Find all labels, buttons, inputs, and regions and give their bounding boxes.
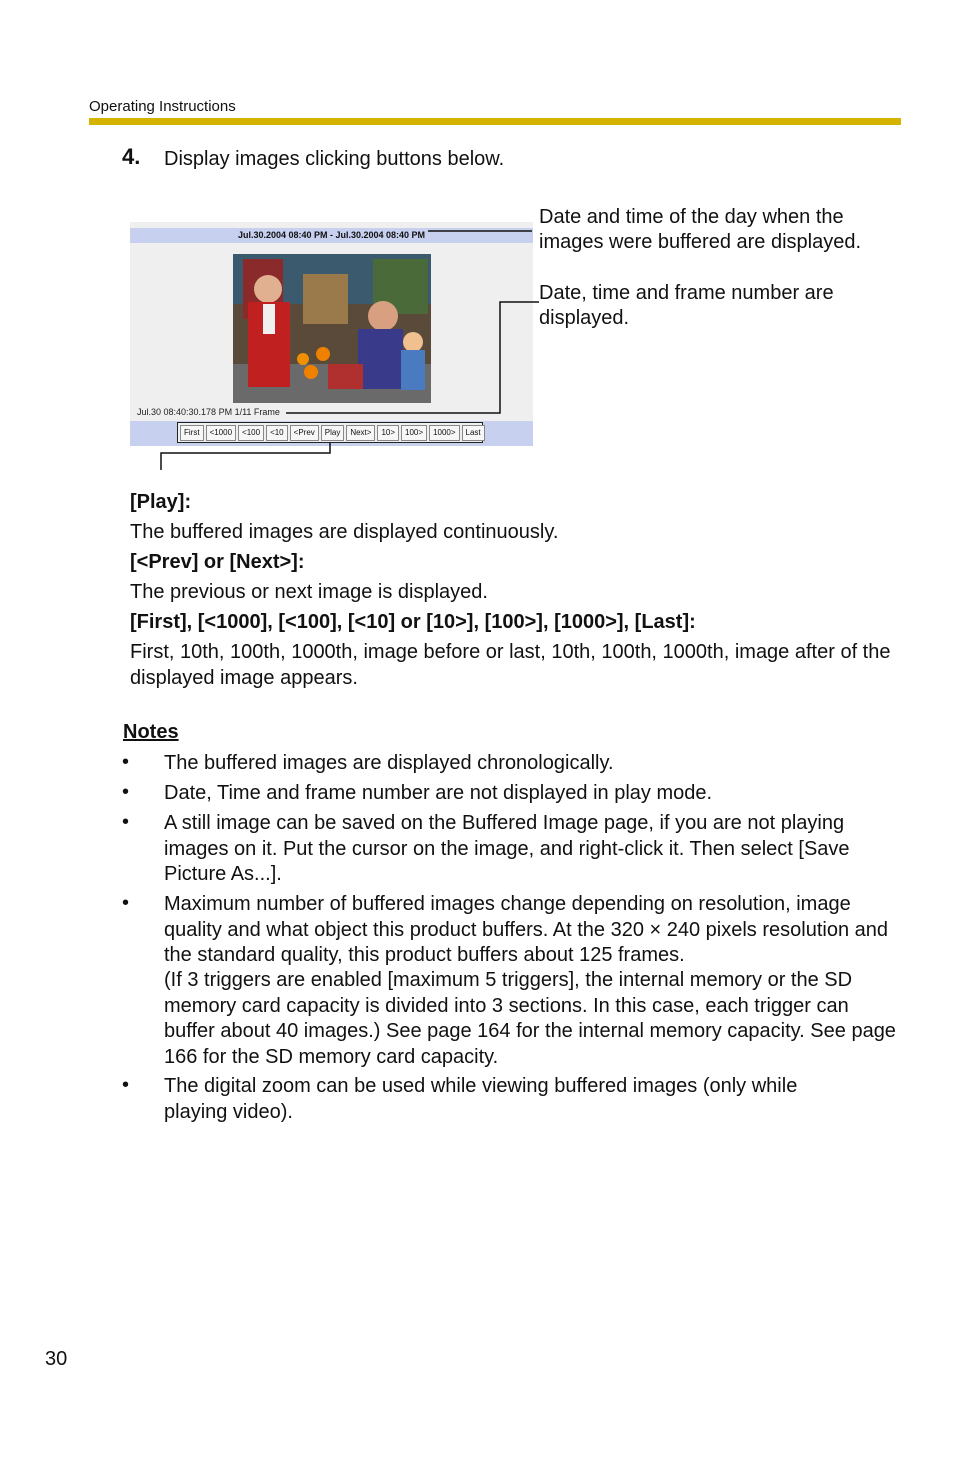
back-1000-button[interactable]: <1000 <box>206 425 236 441</box>
last-button[interactable]: Last <box>462 425 485 441</box>
first-button[interactable]: First <box>180 425 204 441</box>
play-description: The buffered images are displayed continuously. <box>130 521 559 543</box>
prev-next-label: [<Prev] or [Next>]: <box>130 551 305 573</box>
running-header: Operating Instructions <box>89 98 236 115</box>
note-item: The digital zoom can be used while viewing buffered images (only while playing video). <box>164 1075 798 1123</box>
play-button[interactable]: Play <box>321 425 345 441</box>
step-text: Display images clicking buttons below. <box>164 148 505 170</box>
date-time-callout: Date and time of the day when the images were buffered are displayed. <box>539 206 862 253</box>
bullet-marker: • <box>122 1074 130 1096</box>
next-button[interactable]: Next> <box>346 425 375 441</box>
forward-10-button[interactable]: 10> <box>377 425 399 441</box>
prev-next-description: The previous or next image is displayed. <box>130 581 488 603</box>
bullet-marker: • <box>122 781 130 803</box>
play-label: [Play]: <box>130 491 192 513</box>
skip-buttons-description: First, 10th, 100th, 1000th, image before or last, 10th, 100th, 1000th, image after of the displayed image appears. <box>130 641 891 689</box>
page-number: 30 <box>45 1348 68 1370</box>
skip-buttons-label: [First], [<1000], [<100], [<10] or [10>], [100>], [1000>], [Last]: <box>130 611 696 633</box>
note-item-continued: (If 3 triggers are enabled [maximum 5 triggers], the internal memory or the SD memory card capacity is divided into 3 sections. In this case, each trigger can buffer about 40 images.) See page 164 for the internal memory capacity. See page 166 for the SD memory card capacity. <box>164 969 896 1068</box>
forward-1000-button[interactable]: 1000> <box>429 425 459 441</box>
step-number: 4. <box>122 144 141 169</box>
back-10-button[interactable]: <10 <box>266 425 288 441</box>
notes-heading: Notes <box>123 721 179 743</box>
bullet-marker: • <box>122 811 130 833</box>
frame-number-callout: Date, time and frame number are displayed. <box>539 282 834 329</box>
bullet-marker: • <box>122 751 130 773</box>
note-item: A still image can be saved on the Buffered Image page, if you are not playing images on it. Put the cursor on the image, and right-click it. Then select [Save Picture As...]. <box>164 812 850 885</box>
prev-button[interactable]: <Prev <box>290 425 319 441</box>
bullet-marker: • <box>122 892 130 914</box>
date-range-text: Jul.30.2004 08:40 PM - Jul.30.2004 08:40 PM <box>237 230 426 240</box>
note-item: Maximum number of buffered images change depending on resolution, image quality and what object this product buffers. At the 320 × 240 pixels resolution and the standard quality, this product buffers about 125 frames. <box>164 893 888 966</box>
forward-100-button[interactable]: 100> <box>401 425 427 441</box>
frame-info-text: Jul.30 08:40:30.178 PM 1/11 Frame <box>137 407 280 417</box>
note-item: The buffered images are displayed chronologically. <box>164 752 614 774</box>
back-100-button[interactable]: <100 <box>238 425 264 441</box>
note-item: Date, Time and frame number are not displayed in play mode. <box>164 782 713 804</box>
